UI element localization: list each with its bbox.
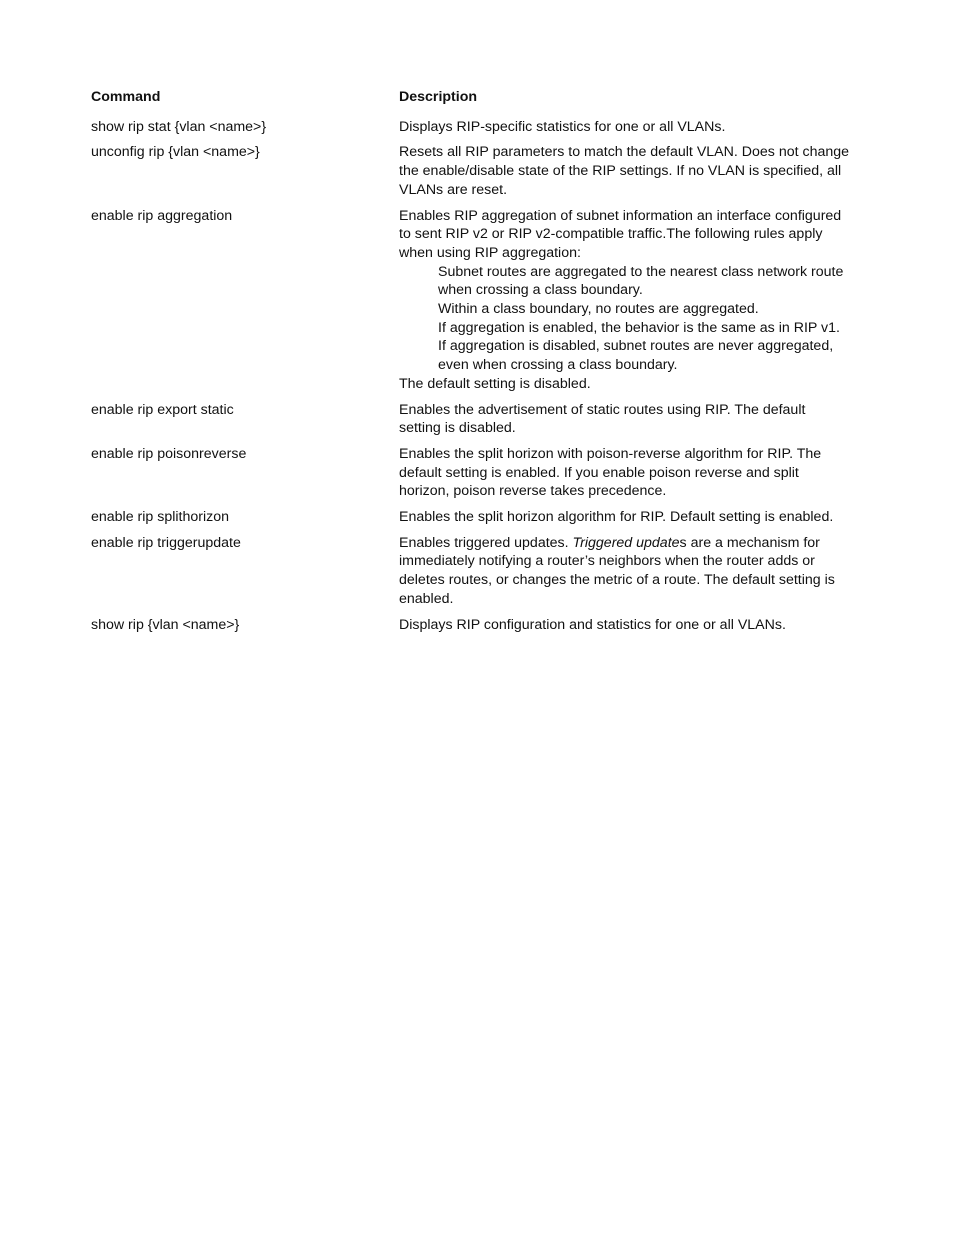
command-cell: enable rip aggregation [91, 207, 233, 224]
term-emphasis: Triggered update [572, 534, 680, 551]
description-cell: Displays RIP-specific statistics for one or all VLANs. [399, 118, 726, 135]
column-header-description: Description [399, 89, 478, 105]
description-cell: Enables the split horizon with poison-reverse algorithm for RIP. The default setting is enabled. If you enable poison reverse and split horizon, poison reverse takes precedence. [399, 445, 822, 500]
table-row [91, 143, 851, 199]
command-cell: unconfig rip {vlan <name>} [91, 144, 260, 161]
table-row [91, 118, 851, 137]
command-cell: show rip stat {vlan <name>} [91, 118, 267, 135]
table-row [91, 445, 851, 501]
description-cell: Displays RIP configuration and statistics for one or all VLANs. [399, 616, 786, 633]
command-cell: enable rip triggerupdate [91, 534, 241, 551]
description-cell: Enables the advertisement of static routes using RIP. The default setting is disabled. [399, 401, 806, 437]
column-header-command: Command [91, 89, 161, 105]
description-text: Enables RIP aggregation of subnet information an interface configured to sent RIP v2 or RIP v2-compatible traffic.The following rules apply when using RIP aggregation: [399, 207, 842, 261]
command-cell: enable rip export static [91, 401, 234, 418]
rule-item: Within a class boundary, no routes are aggregated. [438, 301, 759, 318]
description-cell: Enables the split horizon algorithm for RIP. Default setting is enabled. [399, 509, 834, 526]
description-cell [399, 207, 851, 394]
command-cell: enable rip splithorizon [91, 509, 230, 526]
rule-item: If aggregation is disabled, subnet routes are never aggregated, even when crossing a class boundary. [438, 338, 834, 374]
rule-item: Subnet routes are aggregated to the nearest class network route when crossing a class boundary. [438, 263, 844, 299]
table-row [91, 401, 851, 438]
description-text: s are a mechanism for immediately notifying a router’s neighbors when the router adds or deletes routes, or changes the metric of a route. The default setting is enabled. [399, 534, 835, 607]
description-cell: Resets all RIP parameters to match the default VLAN. Does not change the enable/disable state of the RIP settings. If no VLAN is specified, all VLANs are reset. [399, 144, 850, 198]
command-cell: show rip {vlan <name>} [91, 616, 240, 633]
table-row [91, 616, 851, 635]
description-cell [399, 534, 851, 609]
command-cell: enable rip poisonreverse [91, 445, 247, 462]
rule-item: If aggregation is enabled, the behavior is the same as in RIP v1. [438, 319, 840, 336]
description-text: Enables triggered updates. [399, 534, 573, 551]
table-header [91, 88, 851, 107]
table-row [91, 508, 851, 527]
table-row [91, 534, 851, 609]
description-footer: The default setting is disabled. [399, 375, 591, 392]
table-row [91, 207, 851, 394]
command-table [91, 88, 851, 641]
